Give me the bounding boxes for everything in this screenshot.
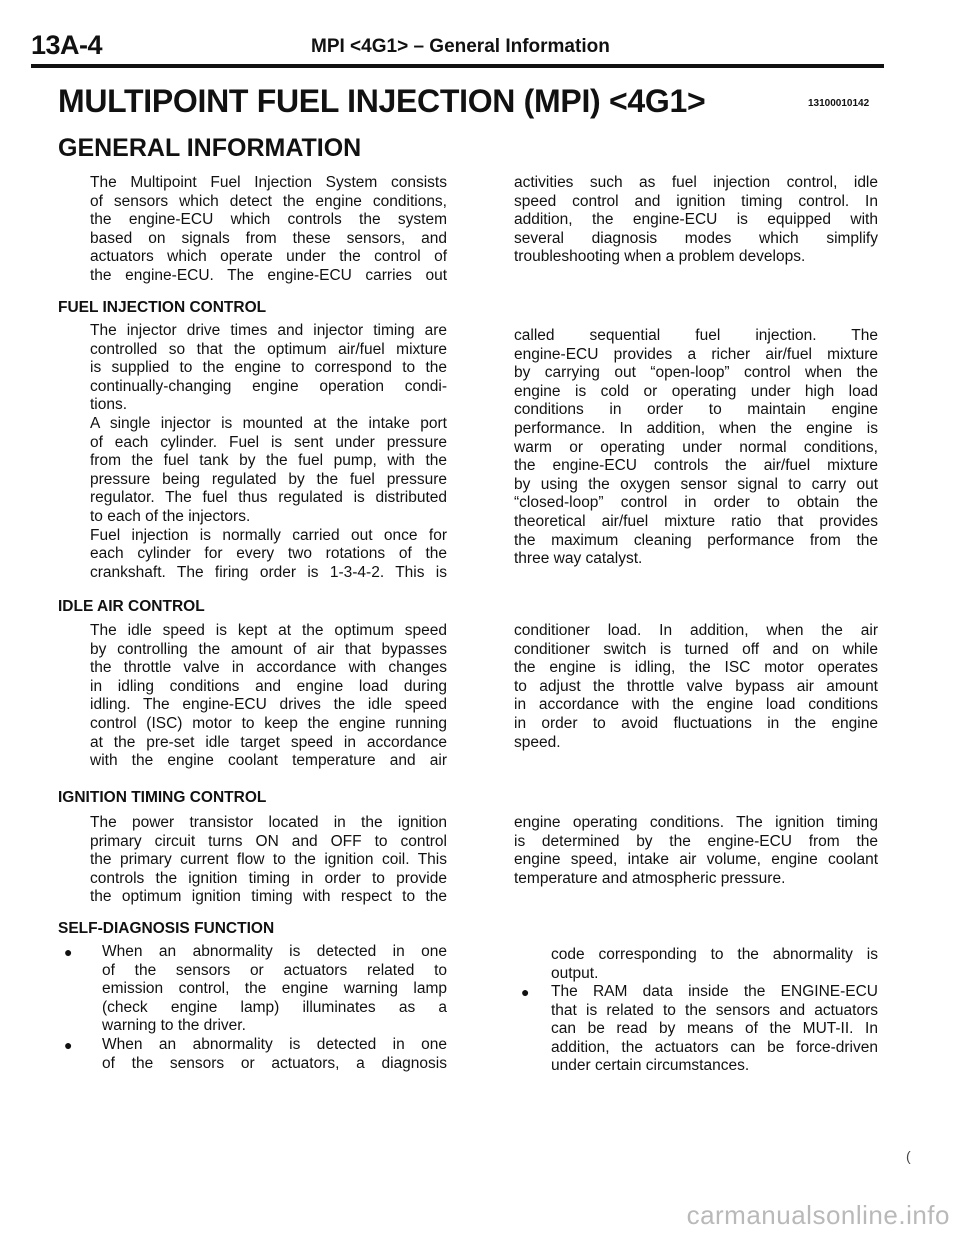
document-code: 13100010142 [808,98,870,109]
text-line: three way catalyst. [514,550,643,568]
idle-right-column [514,622,878,752]
text-line: code corresponding to the abnormality is [551,946,878,963]
text-line: to each of the injectors. [90,507,251,525]
text-line: with the engine coolant temperature and air [90,752,447,770]
text-line: control (ISC) motor to keep the engine running [90,714,447,732]
main-title: MULTIPOINT FUEL INJECTION (MPI) <4G1> [58,83,706,119]
text-line: crankshaft. The firing order is 1-3-4-2. This is [90,563,447,581]
running-title: MPI <4G1> – General Information [311,36,610,57]
selfdiag-bullet-2 [102,1036,447,1073]
selfdiag-heading: SELF-DIAGNOSIS FUNCTION [58,920,275,937]
text-line: conditioner load. In addition, when the air [514,622,878,639]
fuel-right-column [514,327,878,569]
text-line: performance. In addition, when the engine is [514,419,878,437]
text-line: theoretical air/fuel mixture ratio that provides [514,512,878,530]
text-line: warning to the driver. [102,1017,246,1035]
footer-mark: ( [906,1148,911,1164]
text-line: actuators which operate under the control of [90,248,447,266]
text-line: based on signals from these sensors, and [90,229,447,247]
text-line: engine operating conditions. The ignition timing [514,814,878,831]
intro-left-column [90,174,447,286]
page-number: 13A-4 [31,30,103,60]
text-line: from the fuel tank by the fuel pump, with the [90,452,447,470]
text-line: output. [551,964,599,982]
text-line: activities such as fuel injection control, idle [514,174,878,191]
intro-right-column [514,174,878,267]
text-line: When an abnormality is detected in one [102,1036,447,1053]
fuel-heading: FUEL INJECTION CONTROL [58,299,267,316]
ignition-heading: IGNITION TIMING CONTROL [58,789,267,806]
text-line: “closed-loop” control in order to obtain the [514,494,878,512]
text-line: in accordance with the engine load conditions [514,696,878,714]
text-line: of the sensors or actuators related to [102,961,447,979]
text-line: The power transistor located in the ignition [90,814,447,831]
text-line: that is related to the sensors and actuators [551,1001,878,1019]
text-line: each cylinder for every two rotations of the [90,545,447,563]
text-line: of sensors which detect the engine conditions, [90,192,447,210]
text-line: of the sensors or actuators, a diagnosis [102,1054,447,1072]
text-line: regulator. The fuel thus regulated is distributed [90,489,447,507]
text-line: the engine is idling, the ISC motor operates [514,659,878,677]
text-line: to adjust the throttle valve bypass air amount [514,677,878,695]
text-line: is supplied to the engine to correspond to the [90,359,447,377]
text-line: the engine-ECU which controls the system [90,211,447,229]
text-line: the maximum cleaning performance from the [514,531,878,549]
text-line: of each cylinder. Fuel is sent under pressure [90,433,447,451]
text-line: addition, the engine-ECU is equipped with [514,211,878,229]
text-line: addition, the actuators can be force-driven [551,1038,878,1056]
text-line: warm or operating under normal conditions, [514,438,878,456]
text-line: the throttle valve in accordance with changes [90,659,447,677]
bullet-icon: ● [64,944,73,960]
idle-heading: IDLE AIR CONTROL [58,598,205,615]
bullet-icon: ● [521,984,530,1000]
text-line: Fuel injection is normally carried out once for [90,526,447,544]
text-line: temperature and atmospheric pressure. [514,869,786,887]
text-line: several diagnosis modes which simplify [514,229,878,247]
fuel-left-column [90,322,447,582]
text-line: idling. The engine-ECU drives the idle speed [90,696,447,714]
text-line: by carrying out “open-loop” control when the [514,364,878,382]
text-line: called sequential fuel injection. The [514,327,878,344]
text-line: troubleshooting when a problem develops. [514,248,806,266]
text-line: speed control and ignition timing control. In [514,192,878,210]
text-line: by controlling the amount of air that bypasses [90,640,447,658]
text-line: can be read by means of the MUT-II. In [551,1020,878,1038]
watermark: carmanualsonline.info [686,1200,950,1230]
text-line: The RAM data inside the ENGINE-ECU [551,983,878,1000]
text-line: in order to avoid fluctuations in the engine [514,714,878,732]
text-line: the engine-ECU controls the air/fuel mixture [514,457,878,475]
text-line: is determined by the engine-ECU from the [514,832,878,850]
text-line: The Multipoint Fuel Injection System consists [90,174,447,191]
text-line: pressure being regulated by the fuel pressure [90,470,447,488]
text-line: conditioner switch is turned off and on while [514,640,878,658]
text-line: The injector drive times and injector timing are [90,322,447,339]
text-line: primary circuit turns ON and OFF to control [90,832,447,850]
ignition-right-column [514,814,878,888]
text-line: A single injector is mounted at the intake port [90,414,447,432]
text-line: tions. [90,396,128,414]
text-line: the primary current flow to the ignition coil. This [90,851,447,869]
text-line: controls the ignition timing in order to provide [90,869,447,887]
text-line: the engine-ECU. The engine-ECU carries out [90,266,447,284]
ignition-left-column [90,814,447,907]
text-line: by using the oxygen sensor signal to carry out [514,475,878,493]
selfdiag-bullet-3 [551,983,878,1076]
text-line: engine-ECU provides a richer air/fuel mixture [514,345,878,363]
selfdiag-right-continuation [551,946,878,983]
text-line: (check engine lamp) illuminates as a [102,998,447,1016]
selfdiag-bullet-1 [102,943,447,1036]
section-title: GENERAL INFORMATION [58,134,362,162]
text-line: the optimum ignition timing with respect to the [90,888,447,906]
bullet-icon: ● [64,1037,73,1053]
text-line: in idling conditions and engine load during [90,677,447,695]
text-line: emission control, the engine warning lamp [102,980,447,998]
text-line: speed. [514,733,561,751]
text-line: under certain circumstances. [551,1057,750,1075]
text-line: engine is cold or operating under high load [514,382,878,400]
text-line: conditions in order to maintain engine [514,401,878,419]
text-line: engine speed, intake air volume, engine coolant [514,851,878,869]
text-line: at the pre-set idle target speed in accordance [90,733,447,751]
text-line: The idle speed is kept at the optimum speed [90,622,447,639]
text-line: controlled so that the optimum air/fuel mixture [90,340,447,358]
header-rule [31,64,884,68]
text-line: continually-changing engine operation condi- [90,377,447,395]
text-line: When an abnormality is detected in one [102,943,447,960]
idle-left-column [90,622,447,771]
